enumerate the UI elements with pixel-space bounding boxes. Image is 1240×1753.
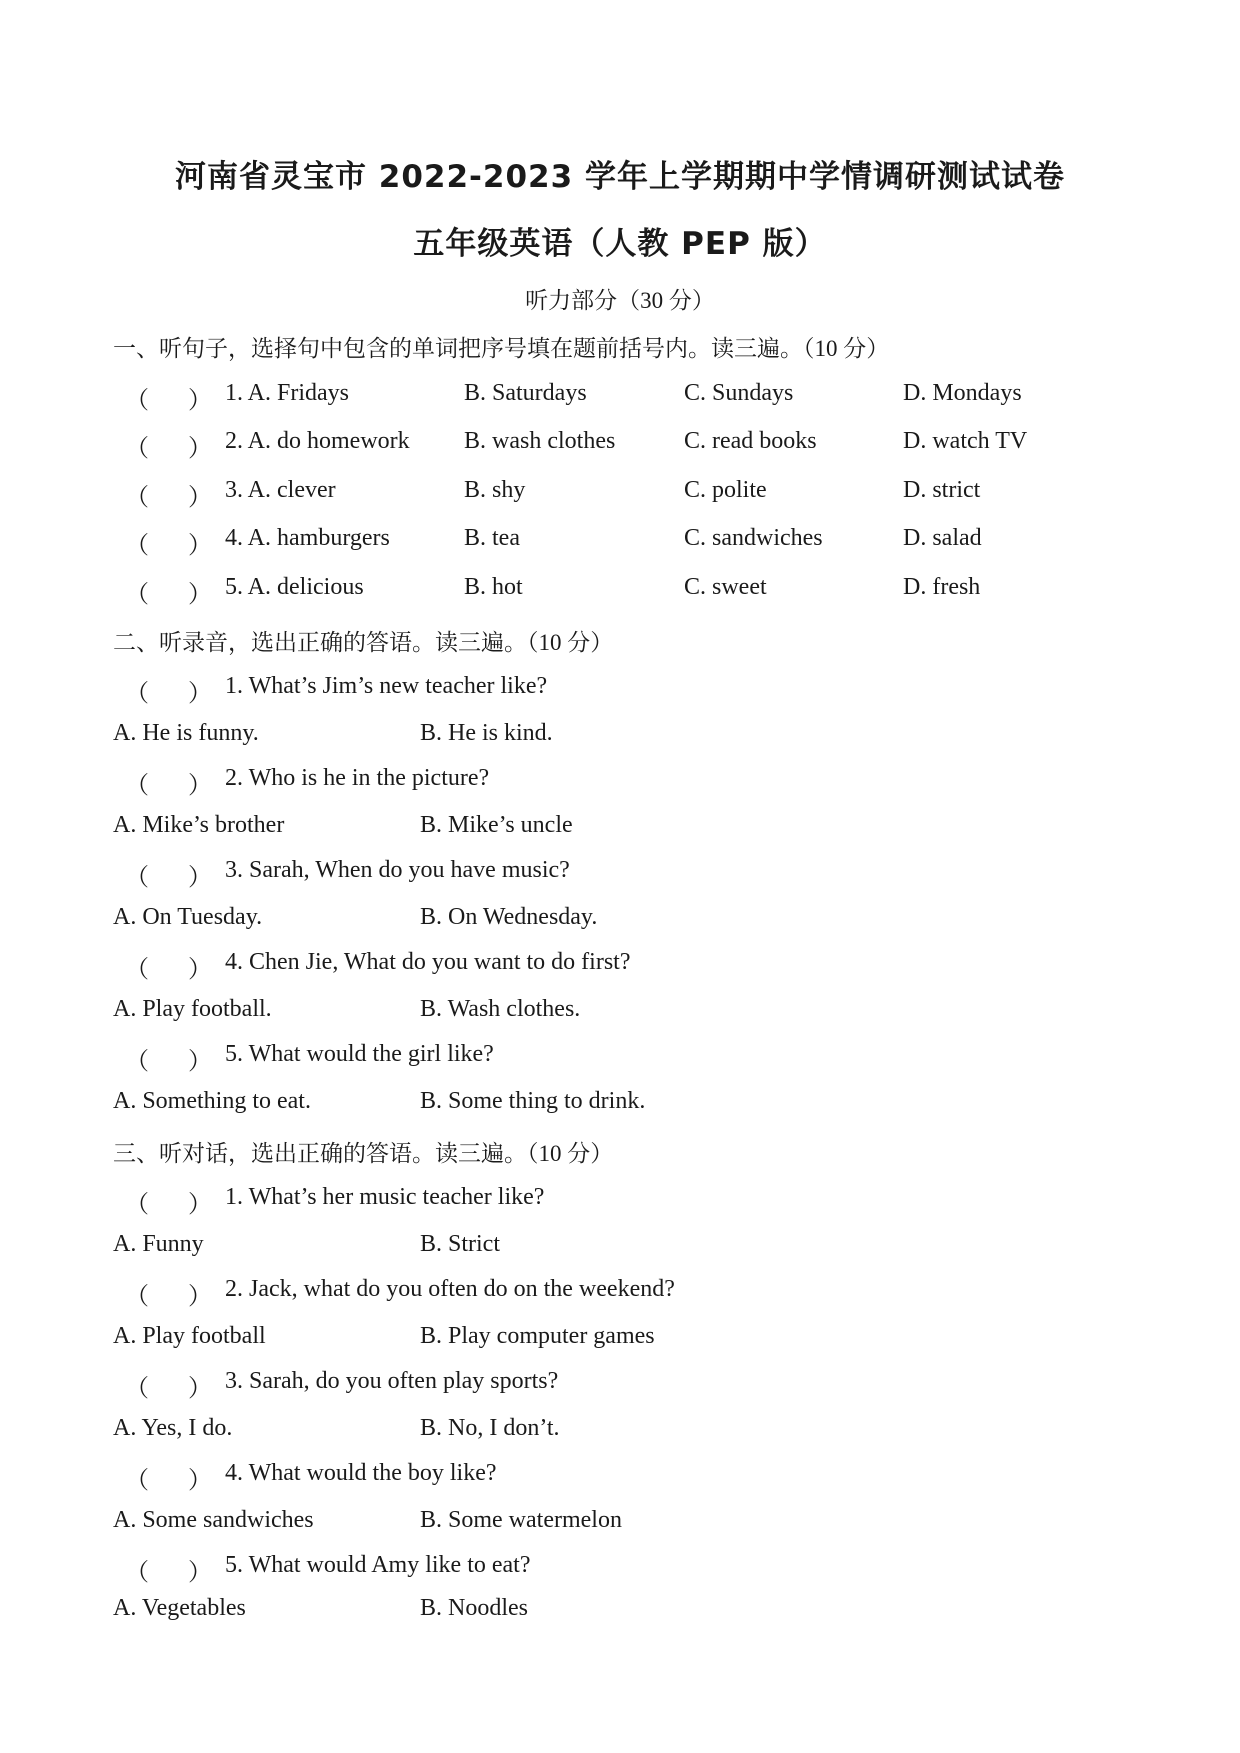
answer-paren-open: （ <box>125 681 149 707</box>
s2-question-4 <box>0 949 1240 983</box>
s2-options-5 <box>0 1088 1240 1118</box>
answer-paren-close: ） <box>188 773 212 799</box>
s1-question-2 <box>0 428 1240 462</box>
question-stem: 4. Chen Jie, What do you want to do first? <box>225 949 631 975</box>
section-2-heading: 二、听录音，选出正确的答语。读三遍。（10 分） <box>113 630 614 655</box>
option-d: D. salad <box>903 525 982 551</box>
option-b: B. On Wednesday. <box>420 904 598 930</box>
s3-question-3 <box>0 1368 1240 1402</box>
answer-paren-open: （ <box>125 436 149 462</box>
answer-paren-open: （ <box>125 1560 149 1586</box>
part-heading: 听力部分（30 分） <box>525 288 715 313</box>
s2-question-5 <box>0 1041 1240 1075</box>
section-3-heading: 三、听对话，选出正确的答语。读三遍。（10 分） <box>113 1141 614 1166</box>
question-stem: 3. Sarah, do you often play sports? <box>225 1368 559 1394</box>
option-c: C. sweet <box>684 574 767 600</box>
s2-options-2 <box>0 812 1240 842</box>
s3-question-5 <box>0 1552 1240 1586</box>
question-stem: 2. A. do homework <box>225 428 410 454</box>
option-a: A. On Tuesday. <box>113 904 263 930</box>
option-b: B. He is kind. <box>420 720 553 746</box>
question-stem: 4. What would the boy like? <box>225 1460 497 1486</box>
question-stem: 2. Jack, what do you often do on the weekend? <box>225 1276 675 1302</box>
option-b: B. shy <box>464 477 526 503</box>
option-b: B. Noodles <box>420 1595 528 1621</box>
answer-paren-open: （ <box>125 533 149 559</box>
answer-paren-close: ） <box>188 1560 212 1586</box>
question-stem: 4. A. hamburgers <box>225 525 390 551</box>
option-b: B. Saturdays <box>464 380 587 406</box>
exam-title: 河南省灵宝市 2022-2023 学年上学期期中学情调研测试试卷 <box>174 159 1065 195</box>
option-d: D. fresh <box>903 574 981 600</box>
question-stem: 5. What would the girl like? <box>225 1041 494 1067</box>
option-c: C. read books <box>684 428 817 454</box>
s3-options-2 <box>0 1323 1240 1353</box>
option-a: A. Mike’s brother <box>113 812 285 838</box>
answer-paren-close: ） <box>188 1192 212 1218</box>
s2-question-1 <box>0 673 1240 707</box>
s3-options-3 <box>0 1415 1240 1445</box>
s2-question-2 <box>0 765 1240 799</box>
option-b: B. Some watermelon <box>420 1507 622 1533</box>
section-1-heading: 一、听句子，选择句中包含的单词把序号填在题前括号内。读三遍。（10 分） <box>113 336 890 361</box>
question-stem: 1. What’s her music teacher like? <box>225 1184 545 1210</box>
answer-paren-open: （ <box>125 582 149 608</box>
answer-paren-close: ） <box>188 533 212 559</box>
option-a: A. Something to eat. <box>113 1088 311 1114</box>
option-a: A. Some sandwiches <box>113 1507 314 1533</box>
question-stem: 5. What would Amy like to eat? <box>225 1552 531 1578</box>
s3-question-2 <box>0 1276 1240 1310</box>
answer-paren-open: （ <box>125 1376 149 1402</box>
s2-options-4 <box>0 996 1240 1026</box>
answer-paren-close: ） <box>188 485 212 511</box>
question-stem: 3. Sarah, When do you have music? <box>225 857 570 883</box>
option-c: C. polite <box>684 477 767 503</box>
option-d: D. watch TV <box>903 428 1028 454</box>
option-c: C. sandwiches <box>684 525 823 551</box>
exam-subtitle: 五年级英语（人教 PEP 版） <box>413 226 827 262</box>
s2-options-3 <box>0 904 1240 934</box>
s3-options-4 <box>0 1507 1240 1537</box>
answer-paren-close: ） <box>188 1284 212 1310</box>
answer-paren-close: ） <box>188 436 212 462</box>
question-stem: 5. A. delicious <box>225 574 364 600</box>
question-stem: 1. A. Fridays <box>225 380 350 406</box>
s1-question-4 <box>0 525 1240 559</box>
option-b: B. No, I don’t. <box>420 1415 560 1441</box>
question-stem: 1. What’s Jim’s new teacher like? <box>225 673 548 699</box>
option-a: A. Funny <box>113 1231 204 1257</box>
answer-paren-close: ） <box>188 1049 212 1075</box>
option-d: D. Mondays <box>903 380 1022 406</box>
answer-paren-open: （ <box>125 1192 149 1218</box>
option-b: B. Wash clothes. <box>420 996 581 1022</box>
s1-question-3 <box>0 477 1240 511</box>
answer-paren-close: ） <box>188 957 212 983</box>
option-b: B. hot <box>464 574 523 600</box>
option-b: B. Mike’s uncle <box>420 812 573 838</box>
option-a: A. He is funny. <box>113 720 259 746</box>
s1-question-1 <box>0 380 1240 414</box>
s3-question-1 <box>0 1184 1240 1218</box>
option-b: B. Play computer games <box>420 1323 655 1349</box>
s3-options-1 <box>0 1231 1240 1261</box>
question-stem: 2. Who is he in the picture? <box>225 765 490 791</box>
answer-paren-open: （ <box>125 485 149 511</box>
option-b: B. Some thing to drink. <box>420 1088 646 1114</box>
option-a: A. Yes, I do. <box>113 1415 233 1441</box>
answer-paren-close: ） <box>188 1376 212 1402</box>
option-a: A. Play football <box>113 1323 266 1349</box>
s3-options-5 <box>0 1595 1240 1625</box>
answer-paren-close: ） <box>188 865 212 891</box>
option-a: A. Vegetables <box>113 1595 246 1621</box>
answer-paren-close: ） <box>188 681 212 707</box>
answer-paren-open: （ <box>125 773 149 799</box>
answer-paren-open: （ <box>125 1468 149 1494</box>
answer-paren-open: （ <box>125 865 149 891</box>
answer-paren-open: （ <box>125 388 149 414</box>
option-a: A. Play football. <box>113 996 272 1022</box>
s2-question-3 <box>0 857 1240 891</box>
option-d: D. strict <box>903 477 981 503</box>
option-b: B. tea <box>464 525 520 551</box>
s1-question-5 <box>0 574 1240 608</box>
option-b: B. Strict <box>420 1231 501 1257</box>
answer-paren-close: ） <box>188 582 212 608</box>
option-b: B. wash clothes <box>464 428 616 454</box>
s3-question-4 <box>0 1460 1240 1494</box>
question-stem: 3. A. clever <box>225 477 336 503</box>
answer-paren-open: （ <box>125 957 149 983</box>
answer-paren-close: ） <box>188 388 212 414</box>
answer-paren-open: （ <box>125 1049 149 1075</box>
answer-paren-close: ） <box>188 1468 212 1494</box>
answer-paren-open: （ <box>125 1284 149 1310</box>
option-c: C. Sundays <box>684 380 794 406</box>
s2-options-1 <box>0 720 1240 750</box>
